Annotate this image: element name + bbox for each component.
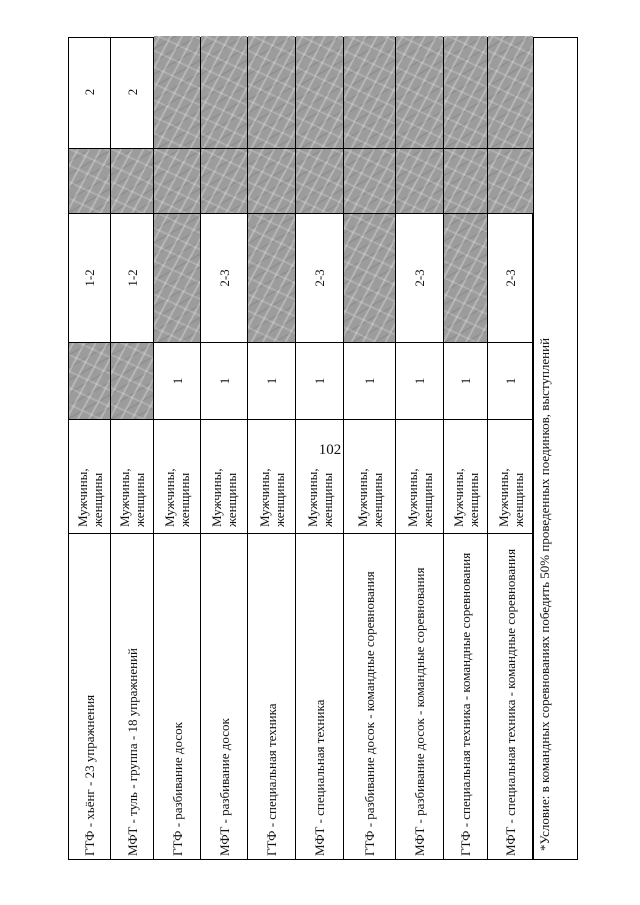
place-cell-1: 1 (444, 343, 487, 420)
discipline-cell: МФТ - специальная техника - командные соревнования (503, 548, 518, 856)
place-cell-4 (296, 36, 343, 149)
gender-cell: Мужчины, женщины (396, 420, 443, 534)
place-cell-1: 1 (154, 343, 200, 420)
gender-cell: Мужчины, женщины (111, 420, 153, 534)
discipline-cell: МФТ - туль - группа - 18 упражнений (124, 647, 140, 856)
competition-table (68, 37, 533, 860)
gender-cell: Мужчины, женщины (201, 420, 247, 534)
discipline-cell: ГТФ - специальная техника (264, 703, 279, 856)
place-cell-3 (201, 149, 247, 214)
rotated-page-content (68, 37, 578, 860)
gender-cell: Мужчины, женщины (444, 420, 487, 534)
place-cell-1: 1 (201, 343, 247, 420)
place-cell-2: 1-2 (111, 214, 153, 343)
discipline-cell: ГТФ - специальная техника - командные соревнования (458, 552, 473, 856)
gender-cell: Мужчины, женщины (488, 420, 533, 534)
table-row (69, 38, 111, 859)
place-cell-3 (248, 149, 295, 214)
gender-cell: Мужчины, женщины (296, 420, 343, 534)
table-row (154, 38, 201, 859)
place-cell-3 (344, 149, 395, 214)
table-row (248, 38, 296, 859)
place-cell-4 (396, 36, 443, 149)
place-cell-2 (344, 214, 395, 343)
place-cell-2: 2-3 (396, 214, 443, 343)
place-cell-2: 1-2 (69, 214, 110, 343)
discipline-cell: ГТФ - хьёнг - 23 упражнения (82, 694, 97, 856)
place-cell-2 (444, 214, 487, 343)
place-cell-3 (488, 149, 533, 214)
table-row (111, 38, 154, 859)
place-cell-4 (154, 36, 200, 149)
place-cell-4 (488, 36, 533, 149)
place-cell-3 (69, 149, 110, 214)
place-cell-2 (248, 214, 295, 343)
place-cell-1: 1 (248, 343, 295, 420)
table-row (296, 38, 344, 859)
place-cell-4: 2 (69, 36, 110, 149)
gender-cell: Мужчины, женщины (154, 420, 200, 534)
place-cell-1 (111, 343, 153, 420)
table-row (344, 38, 396, 859)
discipline-cell: МФТ - разбивание досок - командные соревнования (412, 567, 427, 856)
footnote: *Условие: в командных соревнованиях победить 50% проведенных поединков, выступлений (533, 37, 578, 860)
discipline-cell: МФТ - разбивание досок (216, 718, 232, 856)
page-number: 102 (318, 442, 342, 458)
place-cell-4: 2 (111, 36, 153, 149)
place-cell-1: 1 (344, 343, 395, 420)
place-cell-2: 2-3 (296, 214, 343, 343)
place-cell-3 (111, 149, 153, 214)
discipline-cell: ГТФ - разбивание досок - командные соревнования (362, 571, 377, 856)
place-cell-3 (396, 149, 443, 214)
place-cell-4 (201, 36, 247, 149)
place-cell-2: 2-3 (488, 214, 533, 343)
place-cell-4 (248, 36, 295, 149)
table-row (201, 38, 248, 859)
place-cell-3 (154, 149, 200, 214)
place-cell-3 (296, 149, 343, 214)
discipline-cell: ГТФ - разбивание досок (169, 722, 185, 856)
gender-cell: Мужчины, женщины (344, 420, 395, 534)
place-cell-2 (154, 214, 200, 343)
place-cell-2: 2-3 (201, 214, 247, 343)
place-cell-3 (444, 149, 487, 214)
place-cell-1: 1 (396, 343, 443, 420)
table-row (444, 38, 488, 859)
place-cell-1 (69, 343, 110, 420)
table-row (488, 38, 534, 859)
place-cell-1: 1 (488, 343, 533, 420)
gender-cell: Мужчины, женщины (69, 420, 110, 534)
discipline-cell: МФТ - специальная техника (312, 699, 327, 856)
table-row (396, 38, 444, 859)
place-cell-4 (444, 36, 487, 149)
place-cell-1: 1 (296, 343, 343, 420)
gender-cell: Мужчины, женщины (248, 420, 295, 534)
place-cell-4 (344, 36, 395, 149)
